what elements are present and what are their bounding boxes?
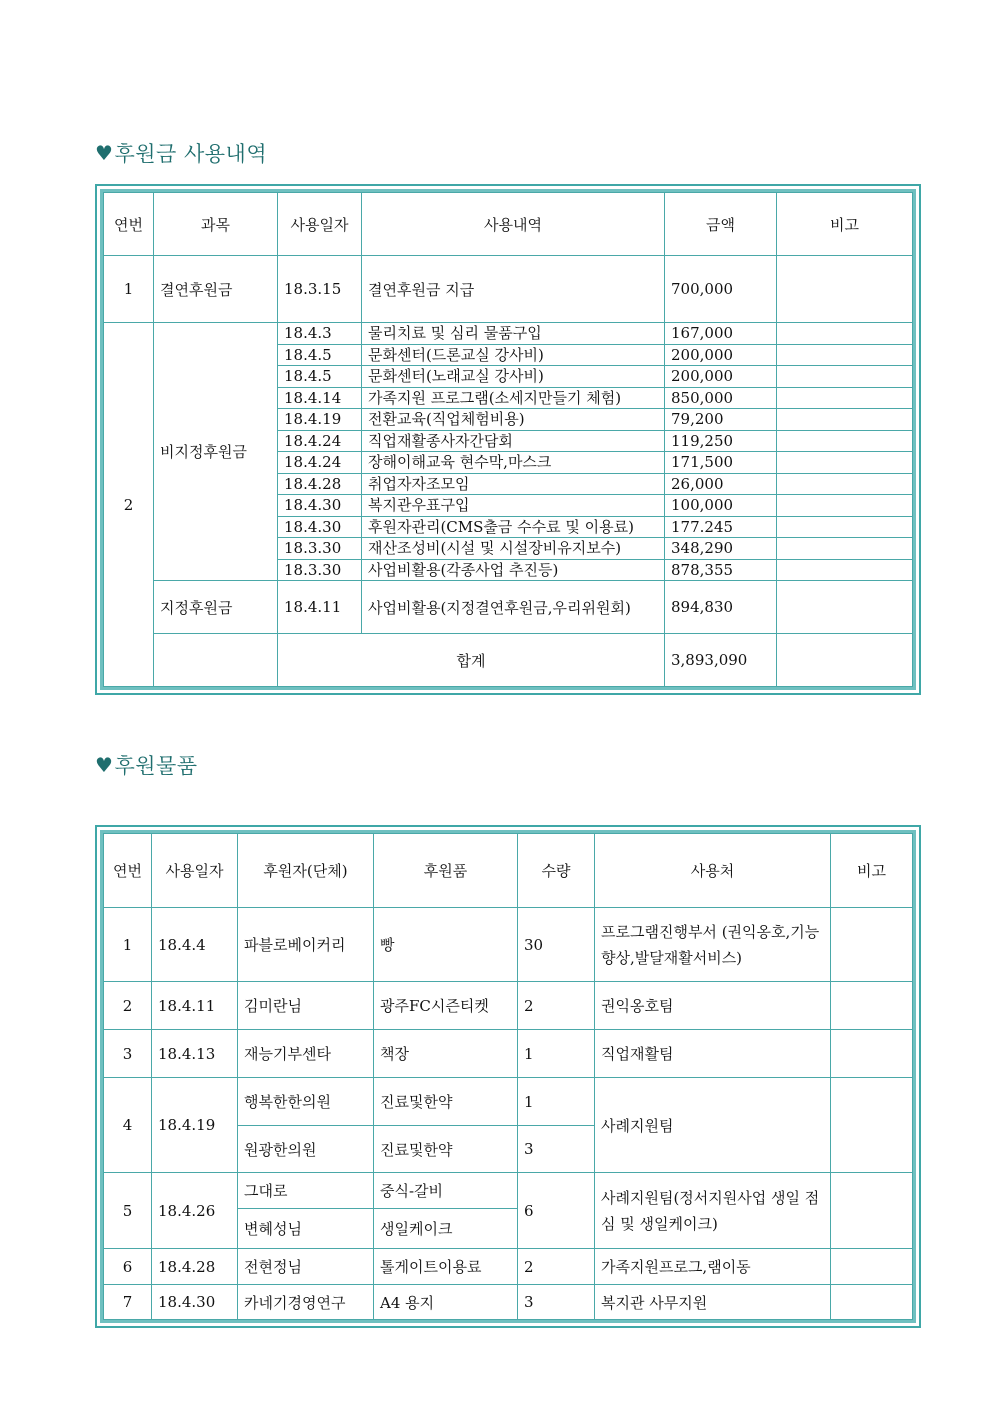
table-header-row bbox=[104, 834, 913, 908]
total-amount: 3,893,090 bbox=[665, 634, 777, 687]
section1-title: 후원금 사용내역 bbox=[114, 142, 268, 166]
cell-donor: 행복한한의원 bbox=[238, 1078, 374, 1126]
cell-subject bbox=[154, 634, 278, 687]
cell-note bbox=[831, 982, 913, 1030]
heart-icon: ♥ bbox=[95, 753, 114, 777]
cell-note bbox=[777, 256, 913, 323]
cell-desc: 복지관우표구입 bbox=[362, 495, 665, 517]
cell-desc: 취업자자조모임 bbox=[362, 473, 665, 495]
cell-date: 18.4.28 bbox=[152, 1249, 238, 1285]
cell-desc: 재산조성비(시설 및 시설장비유지보수) bbox=[362, 538, 665, 560]
cell-note bbox=[777, 473, 913, 495]
cell-qty: 30 bbox=[518, 908, 595, 982]
cell-date: 18.4.3 bbox=[278, 323, 362, 345]
cell-date: 18.3.30 bbox=[278, 538, 362, 560]
table-row bbox=[104, 908, 913, 982]
cell-item: 빵 bbox=[374, 908, 518, 982]
cell-amount: 79,200 bbox=[665, 409, 777, 431]
table-header-row bbox=[104, 193, 913, 256]
cell-item: A4 용지 bbox=[374, 1285, 518, 1320]
cell-use: 가족지원프로그,램이동 bbox=[595, 1249, 831, 1285]
section2-heading bbox=[95, 750, 198, 780]
cell-donor: 재능기부센타 bbox=[238, 1030, 374, 1078]
cell-item: 책장 bbox=[374, 1030, 518, 1078]
cell-note bbox=[777, 495, 913, 517]
cell-desc: 결연후원금 지급 bbox=[362, 256, 665, 323]
header-date: 사용일자 bbox=[278, 193, 362, 256]
cell-desc: 사업비활용(지정결연후원금,우리위원회) bbox=[362, 581, 665, 634]
header-use: 사용처 bbox=[595, 834, 831, 908]
cell-use: 복지관 사무지원 bbox=[595, 1285, 831, 1320]
cell-amount: 26,000 bbox=[665, 473, 777, 495]
cell-note bbox=[777, 409, 913, 431]
cell-qty: 2 bbox=[518, 982, 595, 1030]
cell-amount: 100,000 bbox=[665, 495, 777, 517]
header-date: 사용일자 bbox=[152, 834, 238, 908]
cell-donor: 원광한의원 bbox=[238, 1126, 374, 1173]
table-row bbox=[104, 256, 913, 323]
cell-no: 1 bbox=[104, 908, 152, 982]
cell-amount: 348,290 bbox=[665, 538, 777, 560]
total-row bbox=[104, 634, 913, 687]
cell-note bbox=[831, 1249, 913, 1285]
cell-amount: 177.245 bbox=[665, 516, 777, 538]
header-note: 비고 bbox=[831, 834, 913, 908]
cell-note bbox=[777, 344, 913, 366]
cell-qty: 6 bbox=[518, 1173, 595, 1249]
header-donor: 후원자(단체) bbox=[238, 834, 374, 908]
cell-desc: 전환교육(직업체험비용) bbox=[362, 409, 665, 431]
cell-date: 18.4.5 bbox=[278, 366, 362, 388]
table-row bbox=[104, 1173, 913, 1209]
header-item: 후원품 bbox=[374, 834, 518, 908]
cell-date: 18.4.5 bbox=[278, 344, 362, 366]
cell-subject: 비지정후원금 bbox=[154, 323, 278, 581]
cell-item: 진료및한약 bbox=[374, 1126, 518, 1173]
cell-date: 18.4.11 bbox=[152, 982, 238, 1030]
cell-no: 2 bbox=[104, 323, 154, 687]
cell-date: 18.4.4 bbox=[152, 908, 238, 982]
cell-note bbox=[777, 634, 913, 687]
cell-date: 18.3.15 bbox=[278, 256, 362, 323]
cell-desc: 문화센터(노래교실 강사비) bbox=[362, 366, 665, 388]
heart-icon: ♥ bbox=[95, 141, 114, 165]
cell-note bbox=[777, 538, 913, 560]
cell-item: 중식-갈비 bbox=[374, 1173, 518, 1209]
cell-no: 7 bbox=[104, 1285, 152, 1320]
cell-amount: 119,250 bbox=[665, 430, 777, 452]
cell-no: 6 bbox=[104, 1249, 152, 1285]
cell-date: 18.4.30 bbox=[152, 1285, 238, 1320]
cell-amount: 200,000 bbox=[665, 366, 777, 388]
cell-amount: 894,830 bbox=[665, 581, 777, 634]
cell-amount: 700,000 bbox=[665, 256, 777, 323]
cell-desc: 가족지원 프로그램(소세지만들기 체험) bbox=[362, 387, 665, 409]
cell-note bbox=[831, 908, 913, 982]
cell-amount: 878,355 bbox=[665, 559, 777, 581]
cell-date: 18.4.24 bbox=[278, 452, 362, 474]
cell-date: 18.4.30 bbox=[278, 495, 362, 517]
cell-desc: 사업비활용(각종사업 추진등) bbox=[362, 559, 665, 581]
section1-heading bbox=[95, 138, 267, 168]
total-label: 합계 bbox=[278, 634, 665, 687]
cell-date: 18.4.14 bbox=[278, 387, 362, 409]
cell-amount: 200,000 bbox=[665, 344, 777, 366]
cell-desc: 문화센터(드론교실 강사비) bbox=[362, 344, 665, 366]
cell-date: 18.4.30 bbox=[278, 516, 362, 538]
cell-amount: 850,000 bbox=[665, 387, 777, 409]
donated-goods-table bbox=[95, 825, 921, 1328]
cell-note bbox=[777, 559, 913, 581]
cell-note bbox=[777, 323, 913, 345]
cell-use: 프로그램진행부서 (권익옹호,기능향상,발달재활서비스) bbox=[595, 908, 831, 982]
cell-date: 18.3.30 bbox=[278, 559, 362, 581]
cell-item: 톨게이트이용료 bbox=[374, 1249, 518, 1285]
cell-use: 직업재활팀 bbox=[595, 1030, 831, 1078]
cell-note bbox=[777, 366, 913, 388]
cell-donor: 김미란님 bbox=[238, 982, 374, 1030]
table-row bbox=[104, 1078, 913, 1126]
cell-no: 2 bbox=[104, 982, 152, 1030]
cell-donor: 파블로베이커리 bbox=[238, 908, 374, 982]
cell-qty: 3 bbox=[518, 1285, 595, 1320]
cell-note bbox=[777, 581, 913, 634]
cell-donor: 카네기경영연구 bbox=[238, 1285, 374, 1320]
cell-note bbox=[777, 516, 913, 538]
cell-qty: 2 bbox=[518, 1249, 595, 1285]
header-no: 연번 bbox=[104, 193, 154, 256]
cell-desc: 장해이해교육 현수막,마스크 bbox=[362, 452, 665, 474]
cell-item: 생일케이크 bbox=[374, 1209, 518, 1249]
cell-desc: 직업재활종사자간담회 bbox=[362, 430, 665, 452]
cell-qty: 1 bbox=[518, 1078, 595, 1126]
cell-desc: 후원자관리(CMS출금 수수료 및 이용료) bbox=[362, 516, 665, 538]
section2-title: 후원물품 bbox=[114, 754, 198, 778]
table-row bbox=[104, 323, 913, 345]
table-row bbox=[104, 581, 913, 634]
cell-no: 3 bbox=[104, 1030, 152, 1078]
cell-item: 광주FC시즌티켓 bbox=[374, 982, 518, 1030]
cell-note bbox=[831, 1173, 913, 1249]
cell-note bbox=[831, 1285, 913, 1320]
cell-donor: 그대로 bbox=[238, 1173, 374, 1209]
cell-date: 18.4.19 bbox=[152, 1078, 238, 1173]
cell-use: 권익옹호팀 bbox=[595, 982, 831, 1030]
cell-no: 4 bbox=[104, 1078, 152, 1173]
cell-date: 18.4.24 bbox=[278, 430, 362, 452]
cell-donor: 전현정님 bbox=[238, 1249, 374, 1285]
cell-subject: 지정후원금 bbox=[154, 581, 278, 634]
cell-subject: 결연후원금 bbox=[154, 256, 278, 323]
cell-date: 18.4.26 bbox=[152, 1173, 238, 1249]
header-no: 연번 bbox=[104, 834, 152, 908]
cell-note bbox=[777, 387, 913, 409]
header-subject: 과목 bbox=[154, 193, 278, 256]
header-desc: 사용내역 bbox=[362, 193, 665, 256]
cell-date: 18.4.28 bbox=[278, 473, 362, 495]
cell-no: 1 bbox=[104, 256, 154, 323]
cell-no: 5 bbox=[104, 1173, 152, 1249]
cell-desc: 물리치료 및 심리 물품구입 bbox=[362, 323, 665, 345]
cell-use: 사례지원팀 bbox=[595, 1078, 831, 1173]
table-row bbox=[104, 1030, 913, 1078]
cell-amount: 167,000 bbox=[665, 323, 777, 345]
table-row bbox=[104, 982, 913, 1030]
header-amount: 금액 bbox=[665, 193, 777, 256]
cell-qty: 3 bbox=[518, 1126, 595, 1173]
header-note: 비고 bbox=[777, 193, 913, 256]
cell-note bbox=[831, 1030, 913, 1078]
header-qty: 수량 bbox=[518, 834, 595, 908]
cell-date: 18.4.11 bbox=[278, 581, 362, 634]
donation-usage-table bbox=[95, 184, 921, 695]
cell-note bbox=[777, 452, 913, 474]
cell-date: 18.4.13 bbox=[152, 1030, 238, 1078]
table-row bbox=[104, 1285, 913, 1320]
cell-donor: 변혜성님 bbox=[238, 1209, 374, 1249]
cell-note bbox=[777, 430, 913, 452]
cell-item: 진료및한약 bbox=[374, 1078, 518, 1126]
table-row bbox=[104, 1249, 913, 1285]
cell-use: 사례지원팀(정서지원사업 생일 점심 및 생일케이크) bbox=[595, 1173, 831, 1249]
cell-note bbox=[831, 1078, 913, 1173]
cell-amount: 171,500 bbox=[665, 452, 777, 474]
cell-date: 18.4.19 bbox=[278, 409, 362, 431]
cell-qty: 1 bbox=[518, 1030, 595, 1078]
